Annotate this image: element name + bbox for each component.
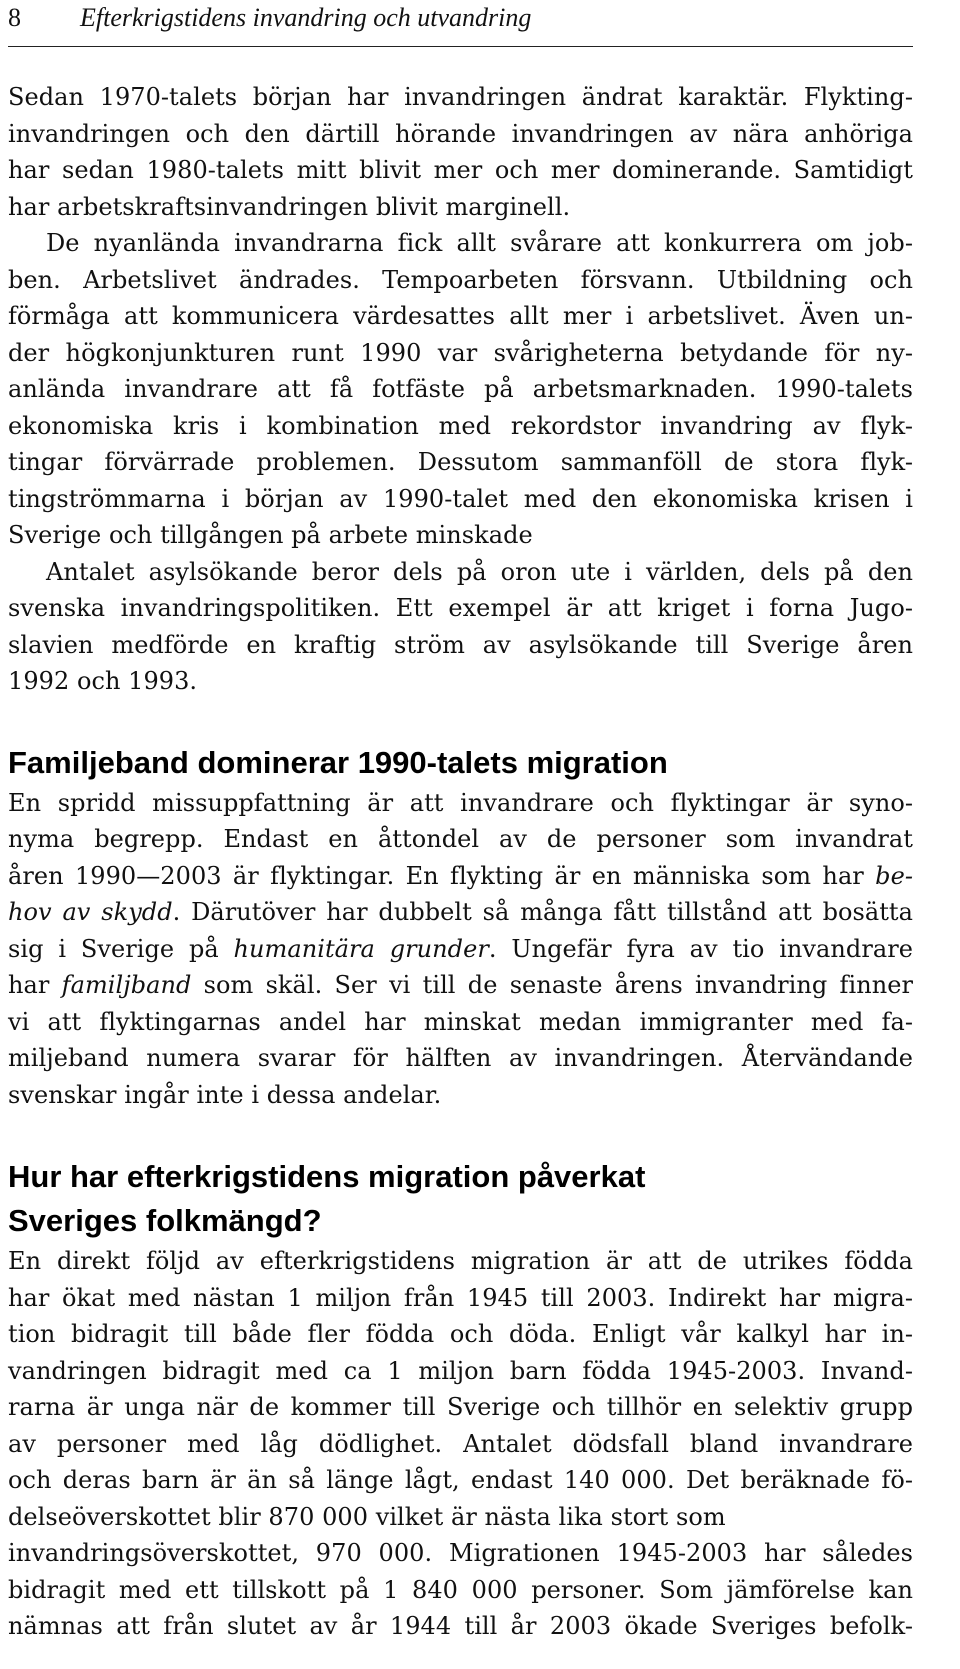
text-line: ben. Arbetslivet ändrades. Tempoarbeten försvann. Utbildning och [8,265,913,294]
text-line: invandringsöverskottet, 970 000. Migrationen 1945-2003 har således [8,1539,913,1567]
text-line: 1992 och 1993. [8,667,198,695]
section-heading: Hur har efterkrigstidens migration påverkat [8,1159,646,1194]
text-line: delseöverskottet blir 870 000 vilket är nästa lika stort som [8,1502,726,1531]
text-line: rarna är unga när de kommer till Sverige och tillhör en selektiv grupp [8,1393,913,1421]
text-line: En spridd missuppfattning är att invandrare och flyktingar är syno- [8,788,913,817]
text-line: svenskar ingår inte i dessa andelar. [8,1080,442,1109]
text-line: har familjband som skäl. Ser vi till de senaste årens invandring finner [8,971,913,999]
text-line: har sedan 1980-talets mitt blivit mer och mer dominerande. Samtidigt [8,156,913,184]
text-line: svenska invandringspolitiken. Ett exempel är att kriget i forna Jugo- [8,594,913,622]
text-line: Sedan 1970-talets början har invandringen ändrat karaktär. Flykting- [8,83,913,111]
text-line: förmåga att kommunicera värdesattes allt mer i arbetslivet. Även un- [8,302,913,330]
text-line: Sverige och tillgången på arbete minskade [8,521,533,549]
text-line: vi att flyktingarnas andel har minskat medan immigranter med fa- [8,1007,913,1036]
text-line: nämnas att från slutet av år 1944 till år 2003 ökade Sveriges befolk- [8,1612,913,1640]
text-line: invandringen och den därtill hörande invandringen av nära anhöriga [8,119,913,148]
section-heading: Sveriges folkmängd? [8,1203,322,1238]
page-number: 8 [8,3,21,32]
section-heading: Familjeband dominerar 1990-talets migration [8,744,668,780]
section-intro-paragraph [8,79,913,700]
text-line: tingströmmarna i början av 1990-talet med den ekonomiska krisen i [8,484,913,513]
text-line: sig i Sverige på humanitära grunder. Ungefär fyra av tio invandrare [8,934,913,963]
text-line: och deras barn är än så länge lågt, endast 140 000. Det beräknade fö- [8,1466,913,1494]
text-line: nyma begrepp. Endast en åttondel av de personer som invandrat [8,825,913,853]
text-line: ekonomiska kris i kombination med rekordstor invandring av flyk- [8,411,913,440]
running-header [8,0,913,47]
italic-term: be- [875,861,913,890]
running-title: Efterkrigstidens invandring och utvandring [80,3,532,32]
text-line: hov av skydd. Därutöver har dubbelt så många fått tillstånd att bosätta [8,898,913,926]
section-paragraph [8,1243,913,1645]
text-line: miljeband numera svarar för hälften av invandringen. Återvändande [8,1044,913,1072]
text-line: slavien medförde en kraftig ström av asylsökande till Sverige åren [8,630,913,659]
text-line: har arbetskraftsinvandringen blivit marginell. [8,192,571,221]
text-line: bidragit med ett tillskott på 1 840 000 personer. Som jämförelse kan [8,1575,913,1604]
text-line: der högkonjunkturen runt 1990 var svårigheterna betydande för ny- [8,338,913,367]
text-line: anlända invandrare att få fotfäste på arbetsmarknaden. 1990-talets [8,375,913,403]
text-line: tingar förvärrade problemen. Dessutom sammanföll de stora flyk- [8,448,913,476]
text-line: De nyanlända invandrarna fick allt svårare att konkurrera om job- [46,229,913,257]
text-line: En direkt följd av efterkrigstidens migration är att de utrikes födda [8,1247,913,1275]
text-line: har ökat med nästan 1 miljon från 1945 till 2003. Indirekt har migra- [8,1283,913,1312]
section-paragraph [8,785,913,1114]
text-line: vandringen bidragit med ca 1 miljon barn födda 1945-2003. Invand- [8,1356,913,1385]
italic-term: hov av skydd [8,898,173,926]
text-line: av personer med låg dödlighet. Antalet dödsfall bland invandrare [8,1429,913,1458]
text-line: Antalet asylsökande beror dels på oron ute i världen, dels på den [46,557,913,586]
italic-term: familjband [61,971,192,999]
text-line: tion bidragit till både fler födda och döda. Enligt vår kalkyl har in- [8,1320,913,1348]
text-line: åren 1990—2003 är flyktingar. En flykting är en människa som har be- [8,861,913,890]
italic-term: humanitära grunder [233,934,489,963]
page-body [8,79,913,1645]
